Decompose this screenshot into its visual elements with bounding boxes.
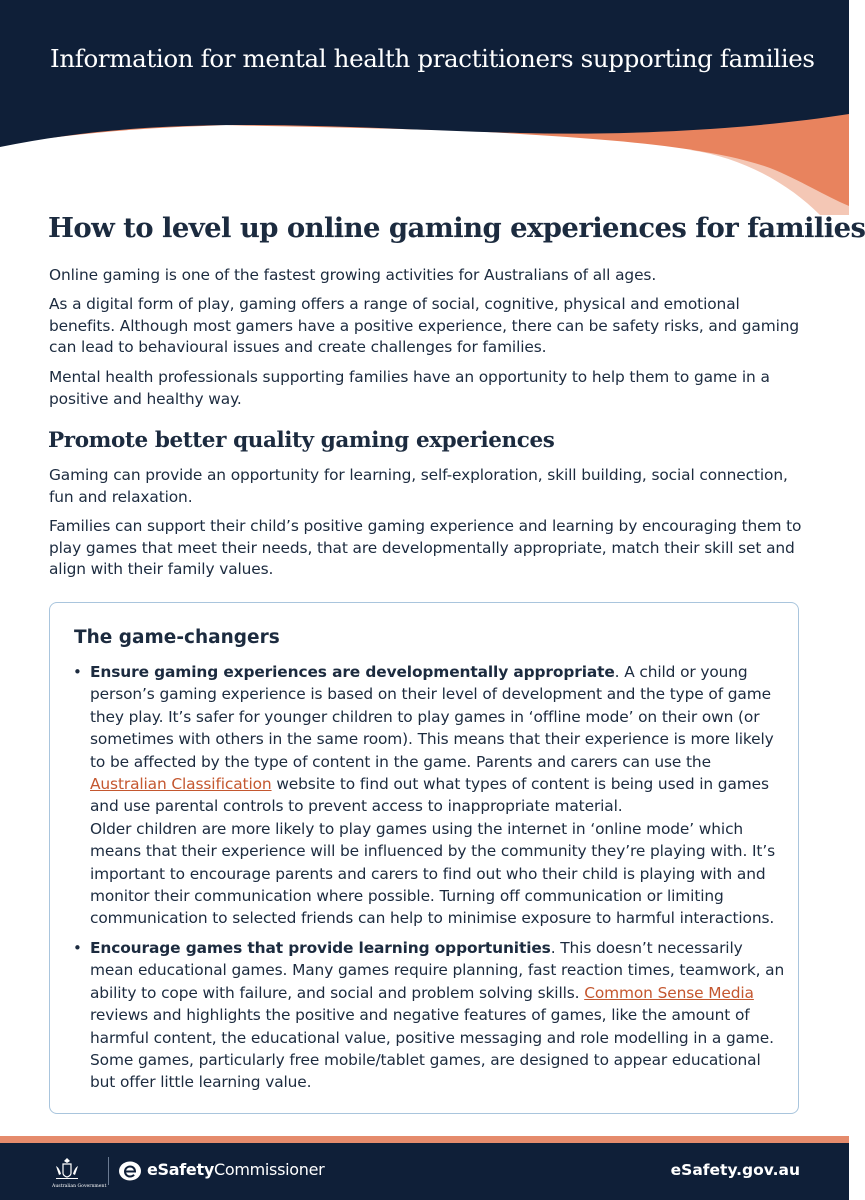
footer-website-link[interactable]: eSafety.gov.au [670, 1161, 800, 1179]
header-title: Information for mental health practitioners supporting families [50, 44, 815, 73]
section-paragraph: Families can support their child’s positive gaming experience and learning by encouraging them to play games that meet their needs, that are developmentally appropriate, match their skill set and align with their family values. [49, 517, 802, 579]
section-heading: Promote better quality gaming experiences [48, 428, 555, 453]
footer-accent-stripe [0, 1136, 849, 1143]
footer [0, 1143, 849, 1200]
footer-divider [108, 1157, 109, 1185]
bullet-text: . A child or young person’s gaming experience is based on their level of development and the type of game they play. It’s safer for younger children to play games in ‘offline mode’ on their own (or sometimes with others in the same room). This means that their experience is more likely to be affected by the type of content in the game. Parents and carers can use the [90, 663, 774, 771]
box-heading: The game-changers [74, 627, 280, 648]
list-item [73, 937, 790, 1094]
intro-paragraph: As a digital form of play, gaming offers a range of social, cognitive, physical and emotional benefits. Although most gamers have a positive experience, there can be safety risks, and gaming can lead to behavioural issues and create challenges for families. [49, 295, 800, 357]
bullet-text: reviews and highlights the positive and negative features of games, like the amount of harmful content, the educational value, positive messaging and role modelling in a game. Some games, particularly free mobile/tablet games, are designed to appear educational but offer little learning value. [90, 1006, 774, 1092]
bullet-text: website to find out what types of content is being used in games and use parental controls to prevent access to inappropriate material. [90, 775, 769, 816]
intro-paragraph: Mental health professionals supporting families have an opportunity to help them to game in a positive and healthy way. [49, 368, 770, 408]
section-paragraph: Gaming can provide an opportunity for learning, self-exploration, skill building, social connection, fun and relaxation. [49, 466, 788, 506]
bullet-continuation: Older children are more likely to play games using the internet in ‘online mode’ which means that their experience will be influenced by the community they’re playing with. It’s important to encourage parents and carers to find out who their child is playing with and monitor their communication where possible. Turning off communication or limiting communication to selected friends can help to minimise exposure to harmful interactions. [90, 819, 775, 928]
bullet-lead: Ensure gaming experiences are developmentally appropriate [90, 663, 615, 681]
page-title: How to level up online gaming experiences for families [48, 212, 865, 244]
esafety-logo-icon [118, 1160, 142, 1182]
bullet-lead: Encourage games that provide learning opportunities [90, 939, 551, 957]
australian-classification-link[interactable]: Australian Classification [90, 775, 272, 794]
list-item [73, 661, 790, 930]
esafety-commissioner-logo: eSafetyCommissioner [147, 1160, 325, 1179]
australian-government-crest-icon [50, 1156, 107, 1190]
intro-paragraph: Online gaming is one of the fastest growing activities for Australians of all ages. [49, 266, 657, 284]
header-wave-graphic [0, 0, 849, 220]
bullet-icon: • [73, 939, 82, 957]
bullet-icon: • [73, 663, 82, 681]
game-changers-box [49, 602, 799, 1114]
crest-text: Australian Government [52, 1184, 107, 1189]
bullet-text: . This doesn’t necessarily mean educational games. Many games require planning, fast reaction times, teamwork, an ability to cope with failure, and social and problem solving skills. [90, 939, 785, 1002]
common-sense-media-link[interactable]: Common Sense Media [584, 983, 754, 1002]
